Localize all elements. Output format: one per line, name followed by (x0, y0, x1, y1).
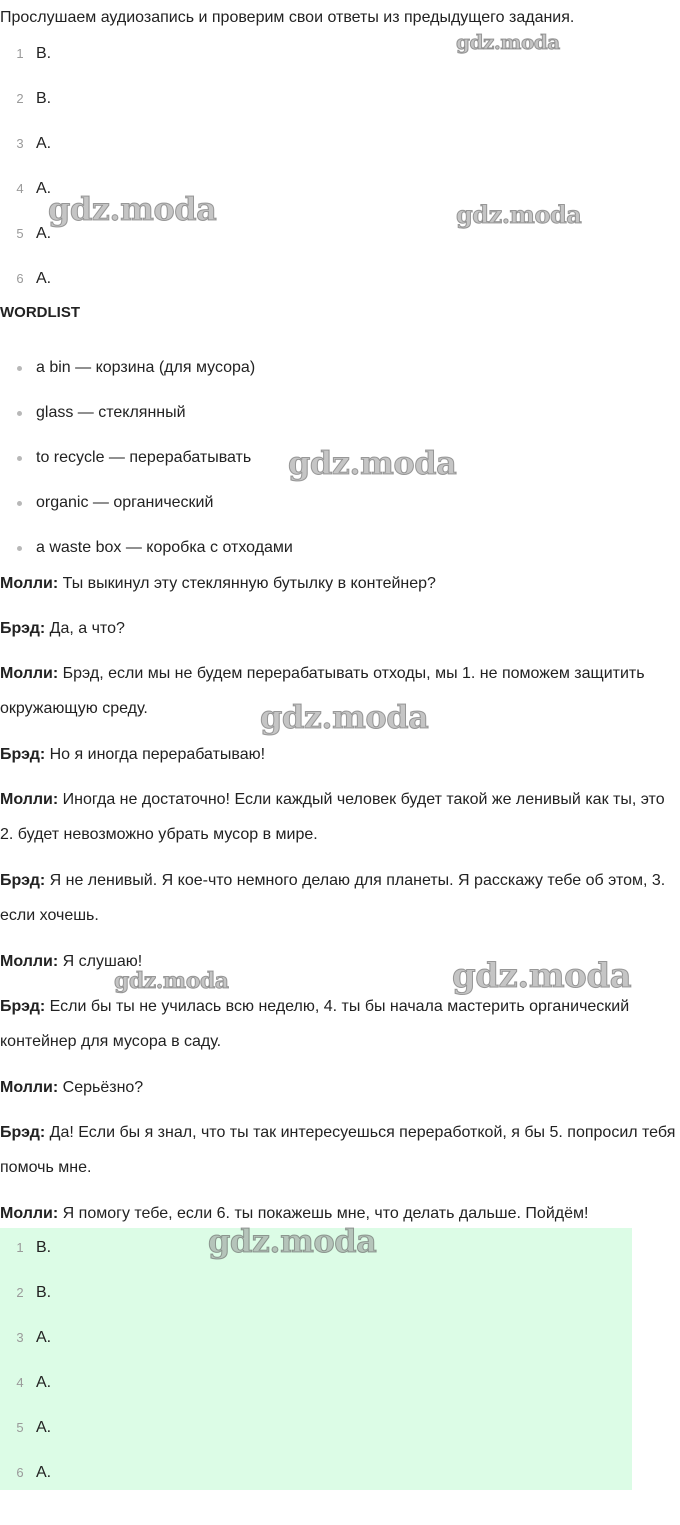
wordlist-heading: WORDLIST (0, 304, 80, 321)
answer-value: A. (36, 1374, 52, 1391)
speaker-name: Брэд (0, 998, 40, 1015)
answer-number: 4 (16, 181, 24, 196)
answer-value: A. (36, 1419, 52, 1436)
answer-value: A. (36, 135, 52, 152)
speaker-colon: : (52, 953, 59, 970)
bullet-icon (17, 366, 22, 371)
answer-box (0, 1228, 632, 1490)
speaker-name: Молли (0, 791, 53, 808)
watermark: gdz.moda (260, 698, 429, 736)
wordlist-entry: glass — стеклянный (36, 404, 186, 421)
speaker-colon: : (52, 1205, 59, 1222)
speaker-colon: : (39, 746, 46, 763)
answer-number: 2 (16, 1285, 24, 1300)
answer-value: A. (36, 270, 52, 287)
answer-value: A. (36, 225, 52, 242)
answer-number: 6 (16, 1465, 24, 1480)
answer-number: 3 (16, 1330, 24, 1345)
watermark: gdz.moda (208, 1222, 377, 1260)
speaker-colon: : (39, 998, 46, 1015)
dialogue-line (0, 1070, 676, 1105)
answer-number: 6 (16, 271, 24, 286)
answer-value: B. (36, 90, 52, 107)
answer-number: 2 (16, 91, 24, 106)
answer-value: B. (36, 1239, 52, 1256)
speaker-name: Брэд (0, 746, 40, 763)
watermark: gdz.moda (114, 968, 229, 994)
dialogue-text: Да! Если бы я знал, что ты так интересуешься переработкой, я бы 5. попросил тебя помочь мне. (0, 1124, 676, 1176)
dialogue-line (0, 782, 676, 852)
dialogue-text: Брэд, если мы не будем перерабатывать отходы, мы 1. не поможем защитить окружающую среду. (0, 665, 645, 717)
speaker-name: Молли (0, 1079, 53, 1096)
wordlist-entry: to recycle — перерабатывать (36, 449, 252, 466)
speaker-colon: : (39, 1124, 46, 1141)
dialogue-text: Да, а что? (45, 620, 125, 637)
speaker-name: Молли (0, 665, 53, 682)
answer-value: A. (36, 1464, 52, 1481)
dialogue-text: Но я иногда перерабатываю! (45, 746, 266, 763)
dialogue-line (0, 989, 676, 1059)
dialogue-text: Иногда не достаточно! Если каждый человек будет такой же ленивый как ты, это 2. будет невозможно убрать мусор в мире. (0, 791, 665, 843)
answer-value: A. (36, 1329, 52, 1346)
bullet-icon (17, 456, 22, 461)
wordlist-entry: a waste box — коробка с отходами (36, 539, 293, 556)
watermark: gdz.moda (288, 444, 457, 482)
answer-number: 5 (16, 1420, 24, 1435)
speaker-colon: : (39, 620, 46, 637)
dialogue-line (0, 656, 676, 726)
answer-number: 5 (16, 226, 24, 241)
bullet-icon (17, 411, 22, 416)
bullet-icon (17, 546, 22, 551)
dialogue-text: Я не ленивый. Я кое-что немного делаю для планеты. Я расскажу тебе об этом, 3. если хочешь. (0, 872, 666, 924)
dialogue-line (0, 1115, 676, 1185)
speaker-name: Молли (0, 953, 53, 970)
bullet-icon (17, 501, 22, 506)
watermark: gdz.moda (452, 956, 632, 996)
dialogue-line (0, 1196, 676, 1231)
dialogue-text: Я помогу тебе, если 6. ты покажешь мне, что делать дальше. Пойдём! (58, 1205, 589, 1222)
answer-value: B. (36, 1284, 52, 1301)
dialogue-text: Я слушаю! (58, 953, 143, 970)
dialogue-line (0, 863, 676, 933)
answer-value: B. (36, 45, 52, 62)
intro-text: Прослушаем аудиозапись и проверим свои ответы из предыдущего задания. (0, 9, 575, 26)
answer-number: 1 (16, 1240, 24, 1255)
dialogue-line (0, 611, 676, 646)
watermark: gdz.moda (456, 30, 560, 54)
speaker-colon: : (39, 872, 46, 889)
dialogue-text: Ты выкинул эту стеклянную бутылку в контейнер? (58, 575, 436, 592)
wordlist-entry: organic — органический (36, 494, 214, 511)
speaker-name: Молли (0, 575, 53, 592)
dialogue-text: Если бы ты не училась всю неделю, 4. ты бы начала мастерить органический контейнер для мусора в саду. (0, 998, 630, 1050)
speaker-colon: : (52, 791, 59, 808)
dialogue-text: Серьёзно? (58, 1079, 144, 1096)
speaker-name: Брэд (0, 620, 40, 637)
answer-number: 3 (16, 136, 24, 151)
answer-value: A. (36, 180, 52, 197)
speaker-name: Брэд (0, 872, 40, 889)
speaker-colon: : (52, 575, 59, 592)
answer-number: 4 (16, 1375, 24, 1390)
speaker-colon: : (52, 1079, 59, 1096)
dialogue-line (0, 737, 676, 772)
dialogue-line (0, 944, 676, 979)
watermark: gdz.moda (456, 200, 582, 229)
watermark: gdz.moda (48, 190, 217, 228)
speaker-name: Брэд (0, 1124, 40, 1141)
speaker-colon: : (52, 665, 59, 682)
speaker-name: Молли (0, 1205, 53, 1222)
dialogue-line (0, 566, 676, 601)
answer-number: 1 (16, 46, 24, 61)
wordlist-entry: a bin — корзина (для мусора) (36, 359, 256, 376)
